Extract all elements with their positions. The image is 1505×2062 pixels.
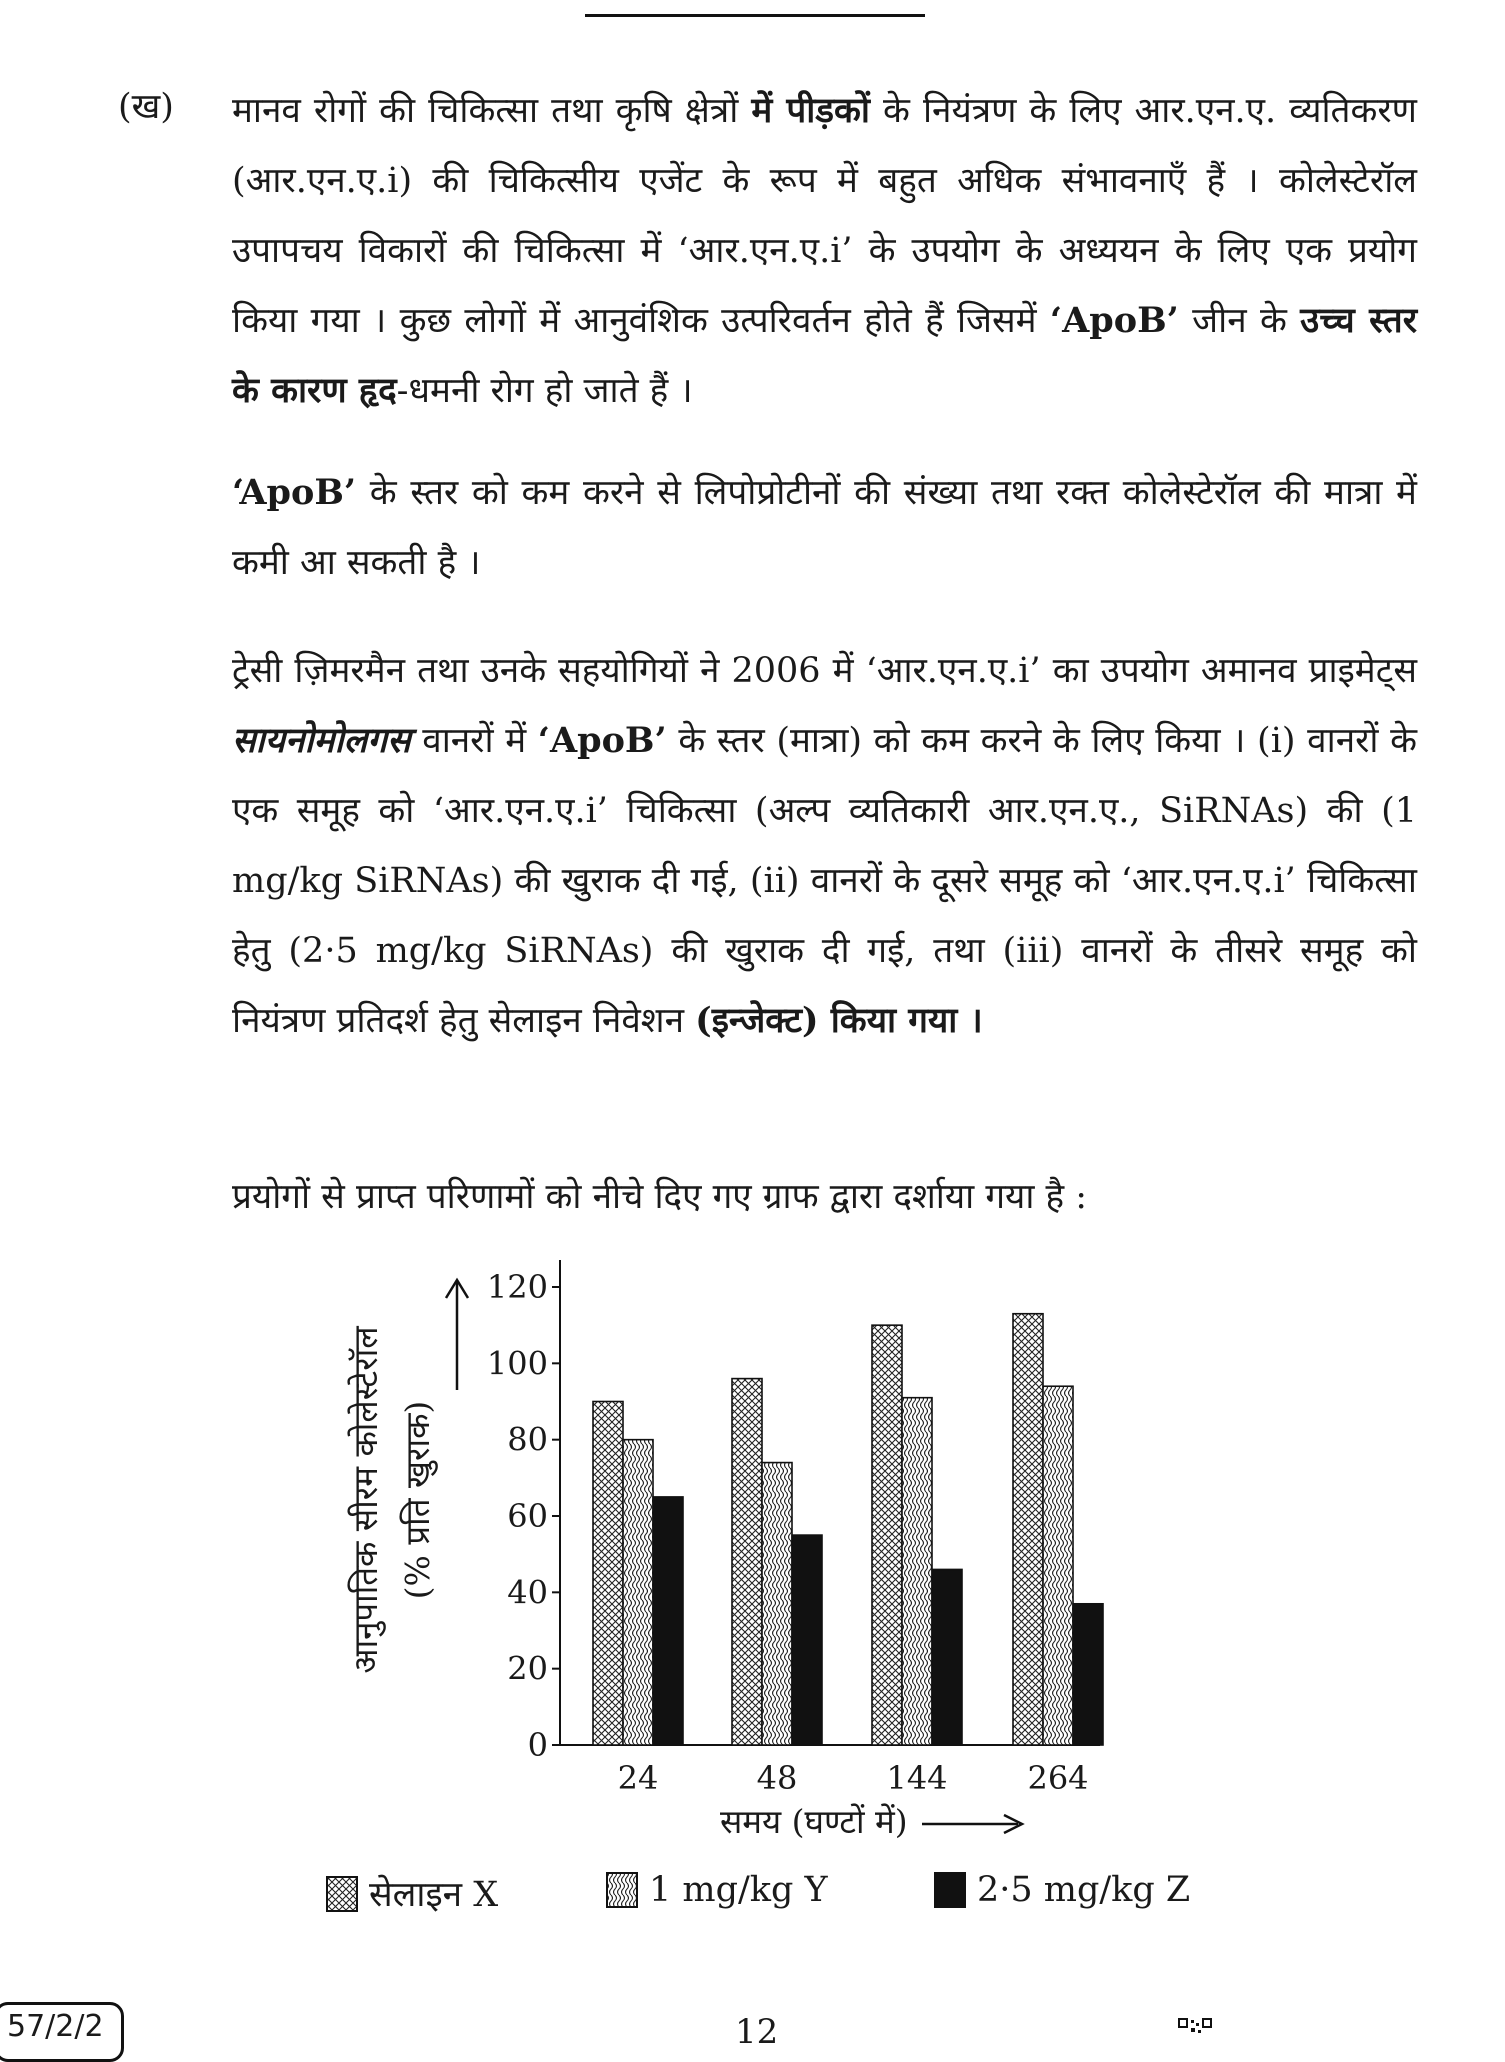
bar xyxy=(732,1379,762,1745)
x-tick-label: 144 xyxy=(886,1759,948,1797)
legend-item-1mg xyxy=(605,1870,828,1910)
y-axis-label-line2: (% प्रति खुराक) xyxy=(398,1400,437,1600)
x-tick-label: 264 xyxy=(1027,1759,1089,1797)
chart-legend xyxy=(325,1870,1225,1930)
y-tick-label: 20 xyxy=(507,1649,548,1688)
y-tick-label: 120 xyxy=(486,1268,548,1306)
bar xyxy=(1043,1386,1073,1745)
top-rule xyxy=(585,14,925,17)
paragraph-apob: ‘ApoB’ के स्तर को कम करने से लिपोप्रोटीनों की संख्या तथा रक्त कोलेस्टेरॉल की मात्रा में कमी आ सकती है । xyxy=(232,472,1417,583)
legend-item-saline xyxy=(325,1870,498,1917)
solid-swatch-icon xyxy=(933,1871,967,1909)
x-axis-label: समय (घण्टों में) xyxy=(720,1798,1028,1843)
bar xyxy=(623,1440,653,1745)
y-tick-label: 100 xyxy=(486,1344,548,1383)
paper-code: 57/2/2 xyxy=(0,2002,124,2062)
y-axis-label xyxy=(340,1280,444,1720)
bar xyxy=(792,1535,822,1745)
page-number: 12 xyxy=(735,2012,779,2052)
x-tick-label: 48 xyxy=(756,1759,798,1797)
y-tick-label: 60 xyxy=(507,1497,548,1535)
question-label: (ख) xyxy=(118,87,174,127)
bar xyxy=(902,1398,932,1745)
bar xyxy=(1073,1604,1103,1745)
paragraph-intro: मानव रोगों की चिकित्सा तथा कृषि क्षेत्रों में पीड़कों के नियंत्रण के लिए आर.एन.ए. व्यतिकरण (आर.एन.ए.i) की चिकित्सीय एजेंट के रूप में बहुत अधिक संभावनाएँ हैं । कोलेस्टेरॉल उपापचय विकारों की चिकित्सा में ‘आर.एन.ए.i’ के उपयोग के अध्ययन के लिए एक प्रयोग किया गया । कुछ लोगों में आनुवंशिक उत्परिवर्तन होते हैं जिसमें ‘ApoB’ जीन के उच्च स्तर के कारण हृद-धमनी रोग हो जाते हैं । xyxy=(232,90,1418,411)
paragraph-results: प्रयोगों से प्राप्त परिणामों को नीचे दिए गए ग्राफ द्वारा दर्शाया गया है : xyxy=(232,1177,1088,1217)
x-tick-label: 24 xyxy=(617,1759,659,1797)
paragraph-experiment: ट्रेसी ज़िमरमैन तथा उनके सहयोगियों ने 2006 में ‘आर.एन.ए.i’ का उपयोग अमानव प्राइमेट्स सायनोमोलगस वानरों में ‘ApoB’ के स्तर (मात्रा) को कम करने के लिए किया । (i) वानरों के एक समूह को ‘आर.एन.ए.i’ चिकित्सा (अल्प व्यतिकारी आर.एन.ए., SiRNAs) की (1 mg/kg SiRNAs) की खुराक दी गई, (ii) वानरों के दूसरे समूह को ‘आर.एन.ए.i’ चिकित्सा हेतु (2·5 mg/kg SiRNAs) की खुराक दी गई, तथा (iii) वानरों के तीसरे समूह को नियंत्रण प्रतिदर्श हेतु सेलाइन निवेशन (इन्जेक्ट) किया गया । xyxy=(232,651,1418,1041)
qr-code-icon xyxy=(1178,2018,1212,2034)
legend-label-saline: सेलाइन X xyxy=(369,1875,499,1915)
bar xyxy=(872,1325,902,1745)
bar xyxy=(932,1569,962,1745)
y-tick-label: 80 xyxy=(507,1420,548,1459)
legend-item-2-5mg xyxy=(933,1870,1190,1910)
y-tick-label: 0 xyxy=(527,1726,548,1764)
wavy-swatch-icon xyxy=(605,1871,639,1909)
bar-chart-svg xyxy=(360,1240,1220,1800)
bar xyxy=(653,1497,683,1745)
crosshatch-swatch-icon xyxy=(325,1875,359,1913)
bar xyxy=(593,1402,623,1746)
legend-label-2-5mg: 2·5 mg/kg Z xyxy=(977,1870,1191,1910)
bar xyxy=(762,1463,792,1745)
y-axis-label-line1: आनुपातिक सीरम कोलेस्टेरॉल xyxy=(346,1326,385,1674)
y-tick-label: 40 xyxy=(507,1573,548,1612)
legend-label-1mg: 1 mg/kg Y xyxy=(649,1870,828,1910)
bar xyxy=(1013,1314,1043,1745)
arrow-right-icon xyxy=(918,1812,1028,1836)
